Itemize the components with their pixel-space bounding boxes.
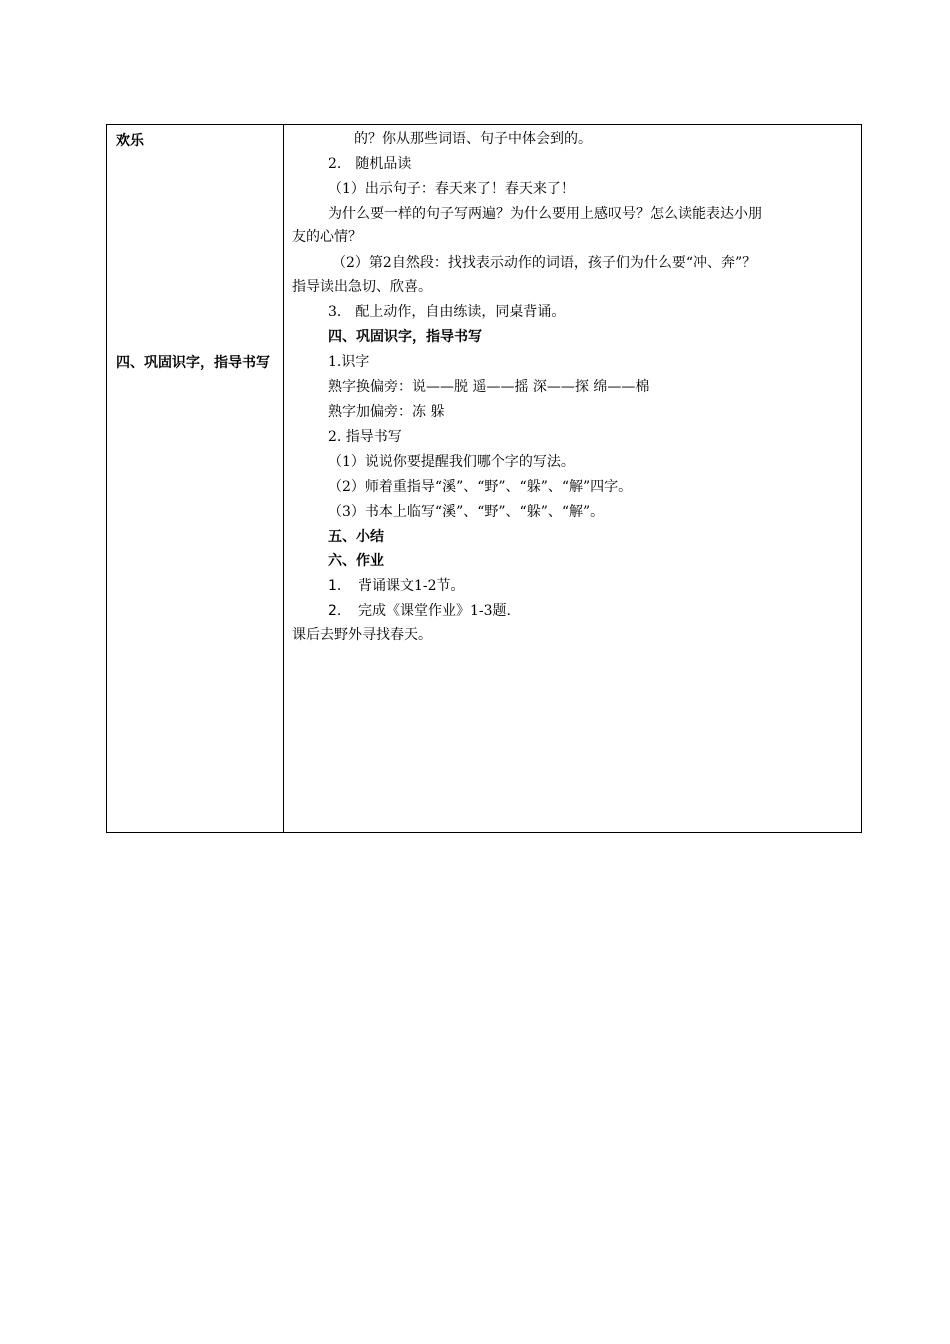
section-heading: 六、作业	[328, 553, 384, 569]
section-heading: 五、小结	[328, 529, 384, 545]
content-line: 熟字换偏旁：说——脱 遥——摇 深——探 绵——棉	[328, 379, 650, 395]
content-line: （2）第2自然段：找找表示动作的词语，孩子们为什么要“冲、奔”？	[332, 255, 757, 271]
content-line: 友的心情？	[292, 229, 362, 245]
homework-item	[292, 601, 855, 621]
content-line: （3）书本上临写“溪”、“野”、“躲”、“解”。	[328, 504, 605, 520]
lesson-plan-table	[106, 124, 862, 833]
content-line: 课后去野外寻找春天。	[292, 627, 432, 643]
content-line: （1）出示句子：春天来了！春天来了！	[328, 181, 575, 197]
stage-label-writing: 四、巩固识字，指导书写	[116, 355, 270, 371]
homework-text: 完成《课堂作业》1-3题.	[358, 603, 511, 619]
content-line: 3． 配上动作，自由练读，同桌背诵。	[328, 304, 566, 320]
stage-label-joy: 欢乐	[116, 133, 144, 149]
homework-number: 2.	[328, 603, 342, 619]
content-line: 2． 随机品读	[328, 156, 412, 172]
content-line: 熟字加偏旁：冻 躲	[328, 404, 445, 420]
content-line: 指导读出急切、欣喜。	[292, 279, 432, 295]
content-line: （2）师着重指导“溪”、“野”、“躲”、“解”四字。	[328, 479, 633, 495]
content-line: 为什么要一样的句子写两遍？为什么要用上感叹号？怎么读能表达小朋	[328, 206, 762, 222]
content-line: 的？你从那些词语、句子中体会到的。	[354, 131, 592, 147]
homework-text: 背诵课文1-2节。	[358, 578, 465, 594]
content-line: 1.识字	[328, 354, 370, 370]
stage-column	[107, 125, 284, 832]
section-heading: 四、巩固识字，指导书写	[328, 329, 482, 345]
content-column	[284, 125, 861, 832]
homework-number: 1.	[328, 578, 342, 594]
content-line: （1）说说你要提醒我们哪个字的写法。	[328, 454, 575, 470]
homework-item	[292, 576, 855, 596]
content-line: 2. 指导书写	[328, 429, 402, 445]
